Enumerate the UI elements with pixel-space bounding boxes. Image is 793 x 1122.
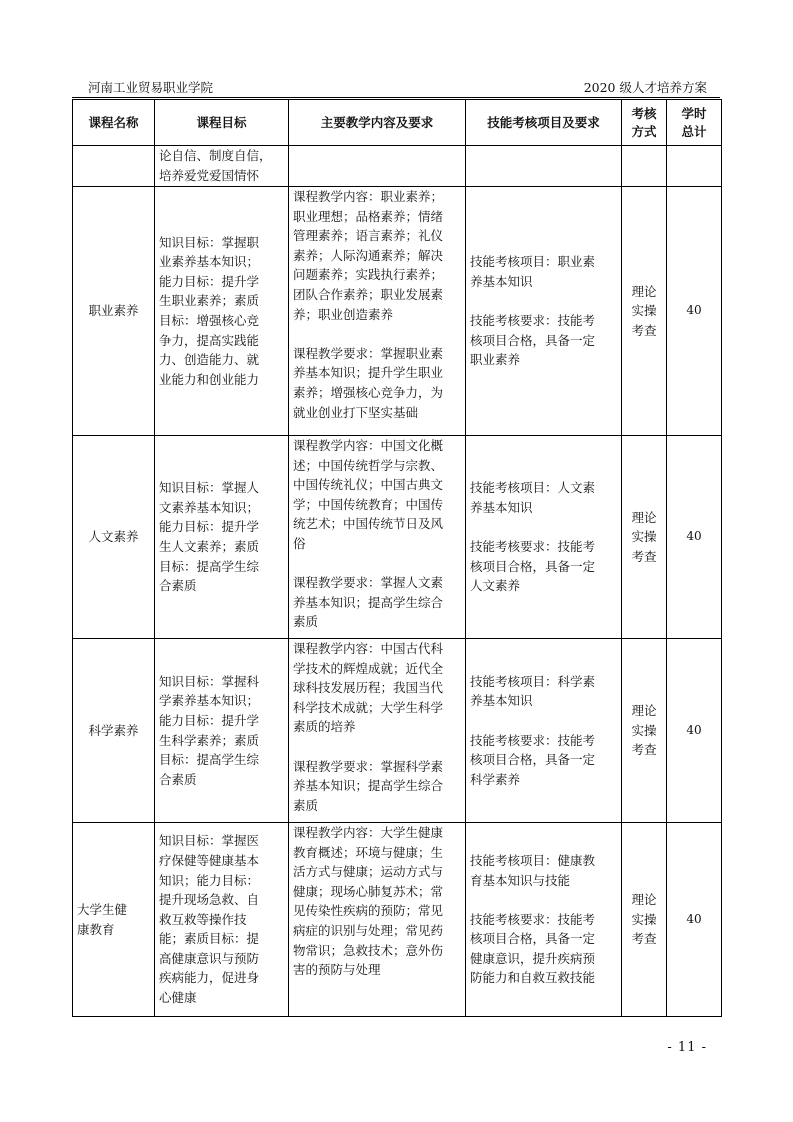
paragraph-gap xyxy=(470,711,617,731)
column-header: 主要教学内容及要求 xyxy=(289,100,466,146)
goal-line: 知识目标：掌握医 xyxy=(159,833,260,849)
goal-line: 目标：提高学生综 xyxy=(159,752,260,768)
table-row-continuation xyxy=(73,146,722,187)
teaching-content-cell xyxy=(289,146,466,187)
content-line: 素质的培养 xyxy=(293,719,356,735)
goal-line: 生科学素养；素质 xyxy=(159,732,260,748)
requirement-line: 养基本知识；提高学生综合 xyxy=(293,594,444,610)
skill-requirement-line: 科学素养 xyxy=(470,771,521,787)
column-header-text: 学时总计 xyxy=(681,105,707,139)
requirement-line: 素质 xyxy=(293,797,319,813)
goal-line: 培养爱党爱国情怀 xyxy=(159,168,260,183)
goal-line: 业素养基本知识； xyxy=(159,254,260,270)
method-line: 实操 xyxy=(631,303,657,319)
content-line: 中国传统礼仪；中国古典文 xyxy=(293,477,444,493)
goal-line: 合素质 xyxy=(159,771,197,787)
goal-line: 文素养基本知识； xyxy=(159,499,260,515)
document-title: 2020 级人才培养方案 xyxy=(583,80,707,95)
hours-cell: 40 xyxy=(667,823,722,1017)
skill-item-line: 育基本知识与技能 xyxy=(470,872,571,888)
assessment-method-cell xyxy=(622,823,667,1017)
content-line: 俗 xyxy=(293,535,306,551)
skill-item-line: 技能考核项目：人文素 xyxy=(470,480,596,496)
course-table xyxy=(72,99,722,1017)
assessment-method-cell xyxy=(622,639,667,823)
goal-line: 目标：增强核心竞 xyxy=(159,313,260,328)
goal-line: 救互救等操作技 xyxy=(159,911,247,927)
goal-line: 能；素质目标：提 xyxy=(159,931,260,947)
paragraph-gap xyxy=(293,324,461,344)
requirement-line: 养基本知识；提升学生职业 xyxy=(293,365,444,381)
method-line: 理论 xyxy=(631,283,657,299)
method-line: 考查 xyxy=(631,322,657,338)
goal-line: 知识目标：掌握人 xyxy=(159,480,260,496)
skill-requirement-line: 技能考核要求：技能考 xyxy=(470,732,596,748)
goal-line: 学素养基本知识； xyxy=(159,693,260,709)
column-header-text: 考核方式 xyxy=(631,105,657,139)
course-goal-cell xyxy=(155,823,289,1017)
method-line: 考查 xyxy=(631,548,657,564)
goal-line: 生人文素养；素质 xyxy=(159,539,260,554)
paragraph-gap xyxy=(470,890,617,910)
skill-item-line: 养基本知识 xyxy=(470,693,533,709)
method-line: 实操 xyxy=(631,722,657,738)
content-line: 素养；人际沟通素养；解决 xyxy=(293,247,444,263)
goal-line: 力、创造能力、就 xyxy=(159,352,260,368)
content-line: 科学技术成就；大学生科学 xyxy=(293,699,444,715)
course-name-cell: 职业素养 xyxy=(73,187,155,436)
method-line: 理论 xyxy=(631,703,657,719)
goal-line: 提升现场急救、自 xyxy=(159,892,260,908)
requirement-line: 课程教学要求：掌握人文素 xyxy=(293,575,444,591)
course-name-cell xyxy=(73,823,155,1017)
skill-requirement-line: 职业素养 xyxy=(470,352,521,368)
page-number: - 11 - xyxy=(667,1040,707,1055)
content-line: 教育概述；环境与健康；生 xyxy=(293,844,444,860)
requirement-line: 就业创业打下坚实基础 xyxy=(293,404,419,420)
course-name-cell xyxy=(73,146,155,187)
table-row xyxy=(73,639,722,823)
goal-line: 争力，提高实践能 xyxy=(159,332,260,348)
method-line: 考查 xyxy=(631,742,657,758)
content-line: 述；中国传统哲学与宗教、 xyxy=(293,457,444,473)
teaching-content-cell xyxy=(289,639,466,823)
teaching-content-cell xyxy=(289,436,466,639)
goal-line: 知识目标：掌握科 xyxy=(159,673,260,689)
content-line: 课程教学内容：大学生健康 xyxy=(293,825,444,840)
hours-cell xyxy=(667,146,722,187)
course-name-cell: 科学素养 xyxy=(73,639,155,823)
skill-requirement-line: 核项目合格，具备一定 xyxy=(470,931,596,947)
goal-line: 心健康 xyxy=(159,990,197,1006)
goal-line: 能力目标：提升学 xyxy=(159,519,260,535)
goal-line: 能力目标：提升学 xyxy=(159,273,260,289)
teaching-content-cell xyxy=(289,823,466,1017)
skill-requirement-line: 技能考核要求：技能考 xyxy=(470,539,596,554)
content-line: 课程教学内容：职业素养； xyxy=(293,189,444,204)
content-line: 统艺术；中国传统节日及风 xyxy=(293,516,444,532)
requirement-line: 养基本知识；提高学生综合 xyxy=(293,778,444,794)
method-line: 考查 xyxy=(631,931,657,947)
course-goal-cell xyxy=(155,146,289,187)
skill-assessment-cell xyxy=(466,187,622,436)
requirement-line: 课程教学要求：掌握科学素 xyxy=(293,758,444,774)
column-header: 课程目标 xyxy=(155,100,289,146)
content-line: 健康；现场心肺复苏术；常 xyxy=(293,883,444,899)
content-line: 害的预防与处理 xyxy=(293,962,381,978)
skill-assessment-cell xyxy=(466,146,622,187)
skill-item-line: 技能考核项目：职业素 xyxy=(470,254,596,270)
goal-line: 合素质 xyxy=(159,578,197,594)
content-line: 学；中国传统教育；中国传 xyxy=(293,496,444,512)
column-header: 技能考核项目及要求 xyxy=(466,100,622,146)
paragraph-gap xyxy=(293,554,461,574)
course-goal-cell xyxy=(155,436,289,639)
content-line: 管理素养；语言素养；礼仪 xyxy=(293,228,444,244)
content-line: 问题素养；实践执行素养； xyxy=(293,267,444,283)
skill-requirement-line: 技能考核要求：技能考 xyxy=(470,313,596,328)
skill-item-line: 技能考核项目：健康教 xyxy=(470,852,596,868)
goal-line: 能力目标：提升学 xyxy=(159,712,260,728)
content-line: 活方式与健康；运动方式与 xyxy=(293,864,444,880)
table-row xyxy=(73,436,722,639)
hours-cell: 40 xyxy=(667,639,722,823)
goal-line: 高健康意识与预防 xyxy=(159,950,260,966)
assessment-method-cell xyxy=(622,436,667,639)
skill-requirement-line: 核项目合格，具备一定 xyxy=(470,558,596,574)
skill-requirement-line: 核项目合格，具备一定 xyxy=(470,752,596,768)
content-line: 团队合作素养；职业发展素 xyxy=(293,286,444,302)
teaching-content-cell xyxy=(289,187,466,436)
skill-requirement-line: 健康意识，提升疾病预 xyxy=(470,950,596,966)
content-line: 课程教学内容：中国古代科 xyxy=(293,641,444,656)
paragraph-gap xyxy=(470,291,617,311)
goal-line: 目标：提高学生综 xyxy=(159,558,260,574)
skill-assessment-cell xyxy=(466,436,622,639)
column-header xyxy=(667,100,722,146)
skill-requirement-line: 核项目合格，具备一定 xyxy=(470,332,596,348)
goal-line: 生职业素养；素质 xyxy=(159,293,260,309)
method-line: 理论 xyxy=(631,892,657,908)
goal-line: 业能力和创业能力 xyxy=(159,371,260,387)
paragraph-gap xyxy=(470,517,617,537)
content-line: 学技术的辉煌成就；近代全 xyxy=(293,660,444,676)
column-header: 课程名称 xyxy=(73,100,155,146)
skill-requirement-line: 防能力和自救互救技能 xyxy=(470,970,596,986)
goal-line: 论自信、制度自信， xyxy=(159,148,272,164)
goal-line: 知识目标：掌握职 xyxy=(159,234,260,250)
skill-item-line: 技能考核项目：科学素 xyxy=(470,673,596,689)
course-goal-cell xyxy=(155,187,289,436)
skill-assessment-cell xyxy=(466,639,622,823)
assessment-method-cell xyxy=(622,187,667,436)
skill-requirement-line: 技能考核要求：技能考 xyxy=(470,911,596,927)
goal-line: 疗保健等健康基本 xyxy=(159,852,260,868)
content-line: 见传染性疾病的预防；常见 xyxy=(293,903,444,919)
skill-assessment-cell xyxy=(466,823,622,1017)
content-line: 球科技发展历程；我国当代 xyxy=(293,680,444,696)
skill-item-line: 养基本知识 xyxy=(470,499,533,515)
requirement-line: 课程教学要求：掌握职业素 xyxy=(293,345,444,361)
content-line: 职业理想；品格素养；情绪 xyxy=(293,208,444,224)
goal-line: 疾病能力，促进身 xyxy=(159,970,260,986)
institution-name: 河南工业贸易职业学院 xyxy=(88,80,214,95)
requirement-line: 素养；增强核心竞争力，为 xyxy=(293,384,444,400)
content-line: 养；职业创造素养 xyxy=(293,306,394,322)
course-goal-cell xyxy=(155,639,289,823)
goal-line: 知识；能力目标： xyxy=(159,872,260,888)
skill-item-line: 养基本知识 xyxy=(470,273,533,289)
course-name-cell: 人文素养 xyxy=(73,436,155,639)
column-header xyxy=(622,100,667,146)
content-line: 病症的识别与处理；常见药 xyxy=(293,922,444,938)
course-name-line: 康教育 xyxy=(77,921,115,937)
skill-requirement-line: 人文素养 xyxy=(470,578,521,594)
method-line: 理论 xyxy=(631,509,657,525)
table-row xyxy=(73,187,722,436)
hours-cell: 40 xyxy=(667,187,722,436)
method-line: 实操 xyxy=(631,911,657,927)
method-line: 实操 xyxy=(631,529,657,545)
table-row xyxy=(73,823,722,1017)
course-name-line: 大学生健 xyxy=(77,901,128,917)
table-header-row xyxy=(73,100,722,146)
assessment-method-cell xyxy=(622,146,667,187)
requirement-line: 素质 xyxy=(293,614,319,630)
content-line: 课程教学内容：中国文化概 xyxy=(293,438,444,453)
hours-cell: 40 xyxy=(667,436,722,639)
paragraph-gap xyxy=(293,737,461,757)
content-line: 物常识；急救技术；意外伤 xyxy=(293,942,444,958)
header-rule xyxy=(72,97,720,98)
